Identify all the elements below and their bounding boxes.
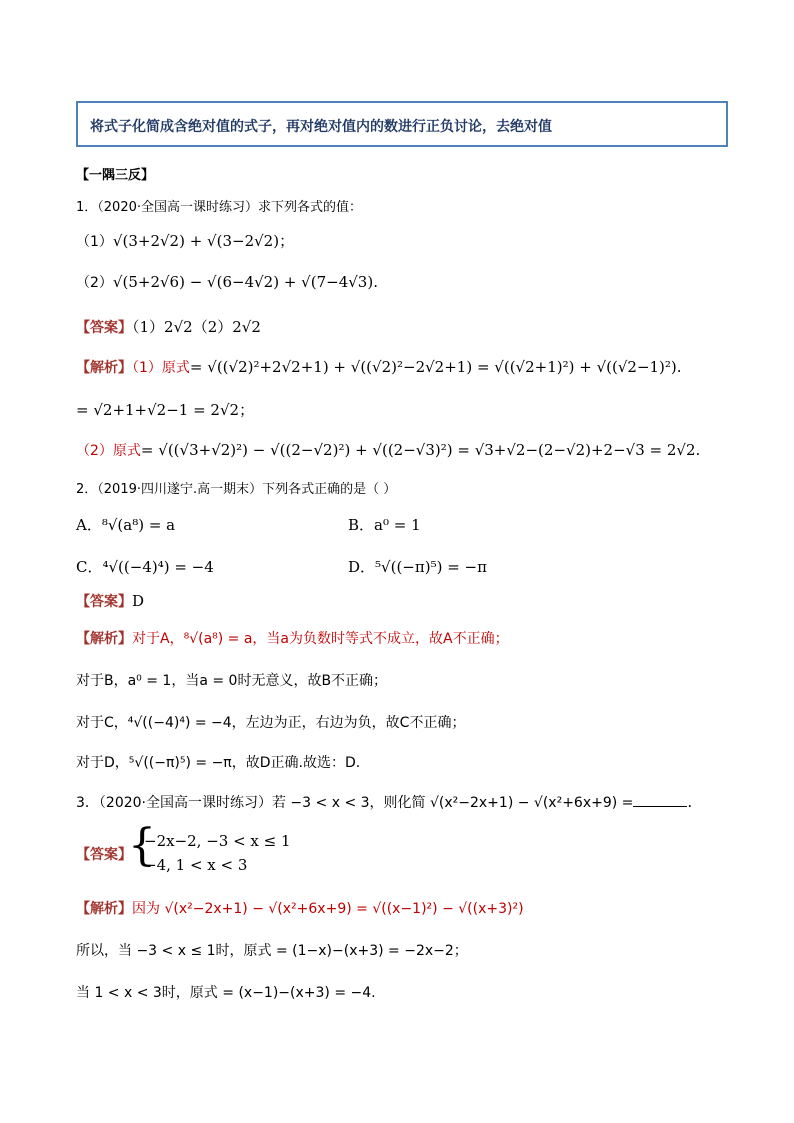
q3-case-2: −4, 1 < x < 3: [144, 856, 248, 874]
section-heading: 【一隅三反】: [76, 168, 155, 183]
q3-case-1: −2x−2, −3 < x ≤ 1: [144, 832, 291, 850]
answer-label: 【答案】: [76, 320, 132, 336]
method-banner: [76, 101, 728, 147]
q1-a2-prefix: （2）原式: [76, 443, 141, 459]
q1-part2-expr: √(5+2√6) − √(6−4√2) + √(7−4√3).: [112, 273, 378, 291]
q1-analysis: [76, 357, 682, 377]
q1-part2-label: （2）: [76, 275, 113, 291]
q3-analysis-s1: 因为 √(x²−2x+1) − √(x²+6x+9) = √((x−1)²) − √((x+3)²): [132, 901, 524, 917]
q1-part1-expr: √(3+2√2) + √(3−2√2)；: [112, 232, 295, 250]
q2-analysis-s3: 对于C，⁴√((−4)⁴) = −4，左边为正，右边为负，故C不正确；: [76, 715, 466, 731]
q3-answer-blank: [633, 794, 687, 807]
q1-part1: [76, 230, 294, 251]
q2-option-c: C．⁴√((−4)⁴) = −4: [76, 558, 214, 576]
q2-analysis-s4: 对于D，⁵√((−π)⁵) = −π，故D正确.故选：D.: [76, 755, 361, 771]
q2-answer-text: D: [132, 592, 145, 610]
q1-part2: [76, 272, 378, 292]
q1-a1-expr: = √((√2)²+2√2+1) + √((√2)²−2√2+1) = √((√2+1)²) + √((√2−1)²).: [189, 358, 682, 376]
analysis-label: 【解析】: [76, 631, 132, 647]
q2-answer: [76, 591, 144, 611]
q2-option-a: A．⁸√(a⁸) = a: [76, 516, 176, 534]
q1-part1-label: （1）: [76, 234, 113, 250]
answer-label: 【答案】: [76, 594, 132, 610]
q1-a2-expr: = √((√3+√2)²) − √((2−√2)²) + √((2−√3)²) = √3+√2−(2−√2)+2−√3 = 2√2.: [140, 441, 701, 459]
q1-answer: [76, 316, 261, 337]
q1-stem: 1．（2020·全国高一课时练习）求下列各式的值：: [76, 200, 362, 215]
q2-option-d: D．⁵√((−π)⁵) = −π: [348, 558, 487, 576]
q1-answer-text: （1）2√2（2）2√2: [132, 318, 261, 336]
q3-analysis-s3: 当 1 < x < 3时，原式 = (x−1)−(x+3) = −4.: [76, 985, 376, 1001]
q2-analysis-s1: 对于A，⁸√(a⁸) = a，当a为负数时等式不成立，故A不正确；: [132, 631, 509, 647]
q3-brace: {: [128, 820, 156, 871]
q2-analysis-s2: 对于B，a⁰ = 1，当a = 0时无意义，故B不正确；: [76, 673, 388, 689]
banner-text: 将式子化简成含绝对值的式子，再对绝对值内的数进行正负讨论，去绝对值: [90, 119, 552, 135]
analysis-label: 【解析】: [76, 901, 132, 917]
analysis-label: 【解析】: [76, 360, 132, 376]
q2-option-b: B．a⁰ = 1: [348, 516, 421, 534]
q3-stem: 3．（2020·全国高一课时练习）若 −3 < x < 3，则化简 √(x²−2x+1) − √(x²+6x+9) =: [76, 795, 634, 811]
q1-analysis-2: [76, 440, 700, 460]
q2-stem: 2．（2019·四川遂宁.高一期末）下列各式正确的是（ ）: [76, 482, 397, 497]
q3-analysis-s2: 所以，当 −3 < x ≤ 1时，原式 = (1−x)−(x+3) = −2x−2；: [76, 943, 468, 959]
q2-analysis: [76, 628, 509, 648]
q1-a1-prefix: （1）原式: [132, 360, 190, 376]
q3-analysis: [76, 898, 524, 918]
q1-a1-continued: = √2+1+√2−1 = 2√2；: [76, 401, 255, 419]
q3-stem-line: 3．（2020·全国高一课时练习）若 −3 < x < 3，则化简 √(x²−2x+1) − √(x²+6x+9) = .: [76, 793, 693, 811]
answer-label: 【答案】: [76, 847, 132, 863]
